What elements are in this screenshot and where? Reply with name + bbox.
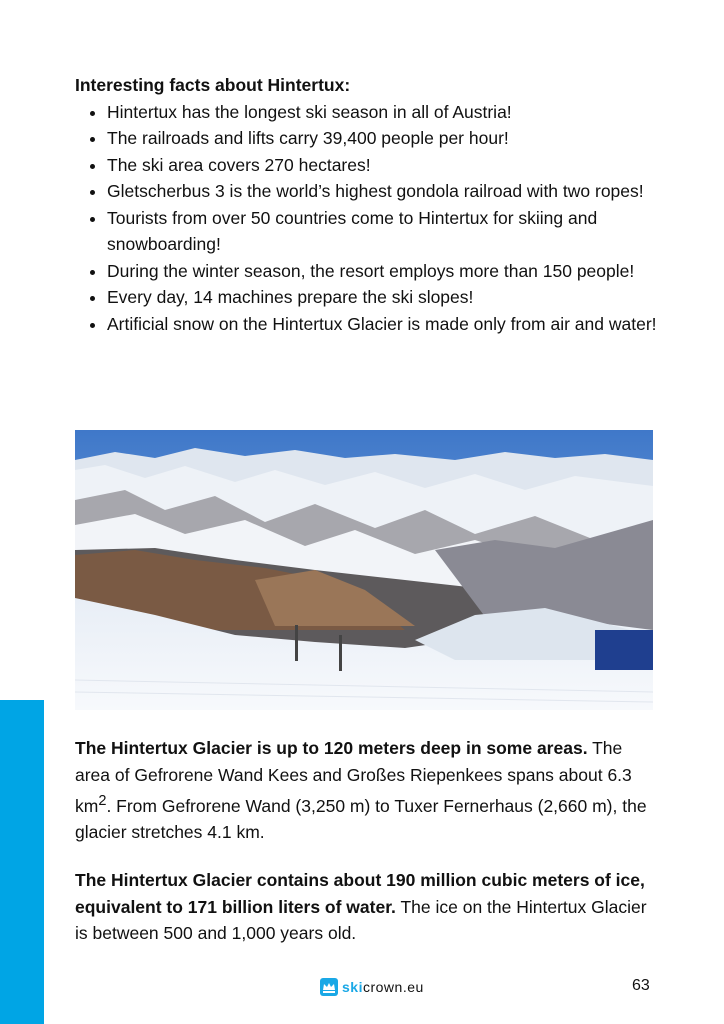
page-number: 63 [632, 977, 650, 994]
glacier-age-text: The ice on the Hintertux Glacier is between 500 and 1,000 years old. [75, 896, 647, 943]
glacier-area-text: The area of Gefrorene Wand Kees and Großes Riepenkees spans about 6.3 km [75, 738, 632, 816]
glacier-depth-heading: The Hintertux Glacier is up to 120 meters deep in some areas. [75, 738, 588, 758]
accent-sidebar [0, 700, 44, 1024]
glacier-length-text: . From Gefrorene Wand (3,250 m) to Tuxer Fernerhaus (2,660 m), the glacier stretches 4.1 km. [75, 795, 647, 843]
brand-name-ski: ski [342, 979, 363, 995]
list-item: • Gletscherbus 3 is the world’s highest gondola railroad with two ropes! [107, 178, 675, 205]
glacier-depth-paragraph [75, 735, 660, 846]
glacier-photo [75, 430, 653, 710]
list-item: • The railroads and lifts carry 39,400 people per hour! [107, 125, 675, 152]
facts-section [75, 72, 675, 337]
superscript: 2 [98, 793, 107, 809]
facts-heading: Interesting facts about Hintertux: [75, 75, 351, 95]
list-item: • The ski area covers 270 hectares! [107, 152, 675, 179]
glacier-ice-paragraph [75, 867, 660, 947]
facts-list [75, 99, 675, 338]
list-item: • Artificial snow on the Hintertux Glacier is made only from air and water! [107, 311, 675, 338]
crown-icon [320, 978, 338, 996]
list-item: • Every day, 14 machines prepare the ski slopes! [107, 284, 675, 311]
list-item: • Tourists from over 50 countries come to Hintertux for skiing and snowboarding! [107, 205, 675, 258]
brand-name-domain: crown.eu [362, 979, 424, 995]
list-item: • During the winter season, the resort employs more than 150 people! [107, 258, 675, 285]
mountain-panorama-image [75, 430, 653, 710]
brand-logo [320, 978, 424, 996]
list-item: • Hintertux has the longest ski season in all of Austria! [107, 99, 675, 126]
glacier-ice-heading: The Hintertux Glacier contains about 190 million cubic meters of ice, equivalent to 171 billion liters of water. [75, 870, 645, 917]
